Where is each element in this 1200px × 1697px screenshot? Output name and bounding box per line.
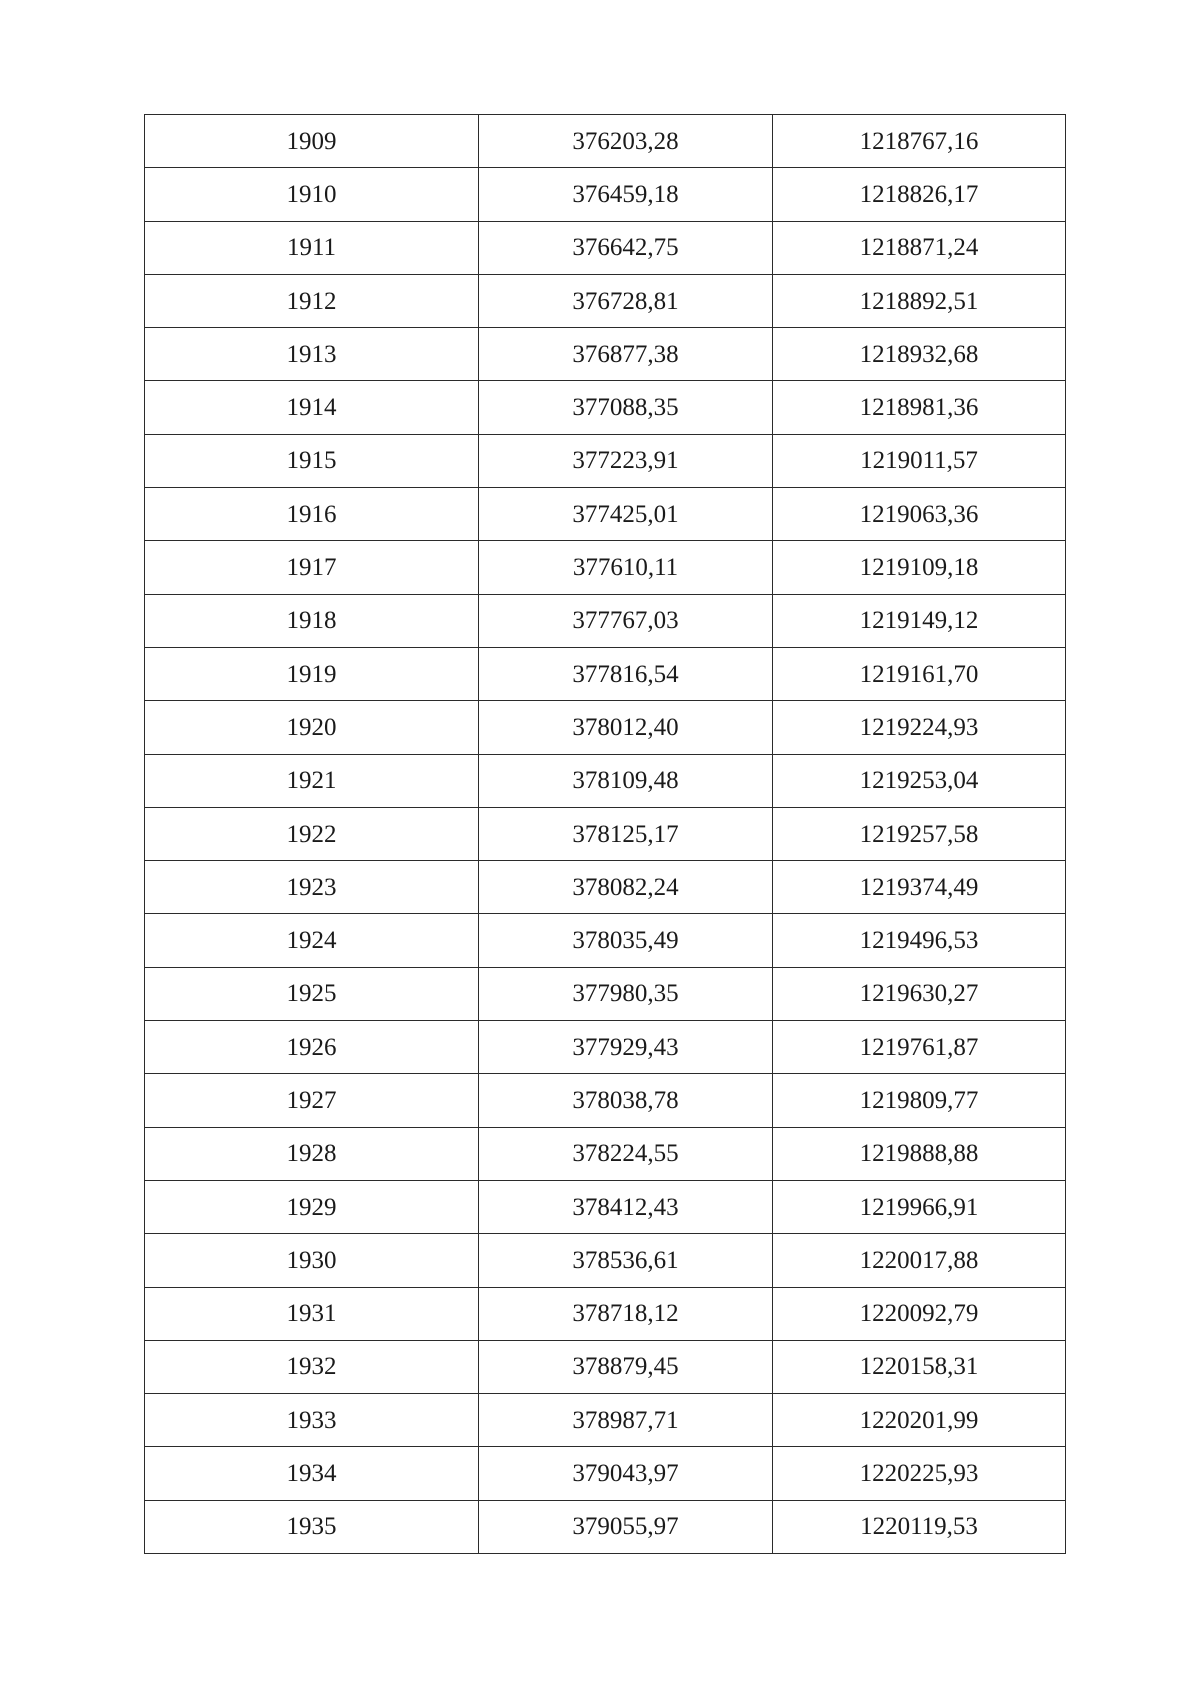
point-number-cell: 1933 [145, 1394, 479, 1447]
table-row [145, 434, 1066, 487]
x-coordinate-cell: 379055,97 [479, 1500, 773, 1553]
y-coordinate-cell: 1219496,53 [773, 914, 1066, 967]
coordinates-table-body [145, 115, 1066, 1554]
point-number-cell: 1924 [145, 914, 479, 967]
point-number-cell: 1916 [145, 488, 479, 541]
y-coordinate-cell: 1218826,17 [773, 168, 1066, 221]
point-number-cell: 1917 [145, 541, 479, 594]
table-row [145, 914, 1066, 967]
table-row [145, 1340, 1066, 1393]
y-coordinate-cell: 1219374,49 [773, 861, 1066, 914]
table-row [145, 221, 1066, 274]
table-row [145, 1500, 1066, 1553]
table-row [145, 1180, 1066, 1233]
point-number-cell: 1923 [145, 861, 479, 914]
point-number-cell: 1918 [145, 594, 479, 647]
table-row [145, 967, 1066, 1020]
y-coordinate-cell: 1220225,93 [773, 1447, 1066, 1500]
point-number-cell: 1932 [145, 1340, 479, 1393]
point-number-cell: 1931 [145, 1287, 479, 1340]
table-row [145, 1127, 1066, 1180]
table-row [145, 861, 1066, 914]
point-number-cell: 1914 [145, 381, 479, 434]
y-coordinate-cell: 1218892,51 [773, 274, 1066, 327]
y-coordinate-cell: 1220092,79 [773, 1287, 1066, 1340]
y-coordinate-cell: 1220119,53 [773, 1500, 1066, 1553]
x-coordinate-cell: 377980,35 [479, 967, 773, 1020]
table-row [145, 807, 1066, 860]
y-coordinate-cell: 1220017,88 [773, 1234, 1066, 1287]
table-row [145, 541, 1066, 594]
y-coordinate-cell: 1219109,18 [773, 541, 1066, 594]
point-number-cell: 1911 [145, 221, 479, 274]
y-coordinate-cell: 1218932,68 [773, 328, 1066, 381]
point-number-cell: 1910 [145, 168, 479, 221]
table-row [145, 1234, 1066, 1287]
x-coordinate-cell: 378035,49 [479, 914, 773, 967]
x-coordinate-cell: 378038,78 [479, 1074, 773, 1127]
point-number-cell: 1912 [145, 274, 479, 327]
x-coordinate-cell: 376203,28 [479, 115, 773, 168]
y-coordinate-cell: 1219257,58 [773, 807, 1066, 860]
y-coordinate-cell: 1220158,31 [773, 1340, 1066, 1393]
y-coordinate-cell: 1219011,57 [773, 434, 1066, 487]
x-coordinate-cell: 376728,81 [479, 274, 773, 327]
y-coordinate-cell: 1219063,36 [773, 488, 1066, 541]
x-coordinate-cell: 378224,55 [479, 1127, 773, 1180]
x-coordinate-cell: 376877,38 [479, 328, 773, 381]
table-row [145, 1021, 1066, 1074]
x-coordinate-cell: 376459,18 [479, 168, 773, 221]
table-row [145, 701, 1066, 754]
x-coordinate-cell: 378412,43 [479, 1180, 773, 1233]
x-coordinate-cell: 378082,24 [479, 861, 773, 914]
x-coordinate-cell: 377610,11 [479, 541, 773, 594]
x-coordinate-cell: 377767,03 [479, 594, 773, 647]
x-coordinate-cell: 378012,40 [479, 701, 773, 754]
point-number-cell: 1934 [145, 1447, 479, 1500]
point-number-cell: 1915 [145, 434, 479, 487]
x-coordinate-cell: 377223,91 [479, 434, 773, 487]
point-number-cell: 1929 [145, 1180, 479, 1233]
table-row [145, 1447, 1066, 1500]
point-number-cell: 1925 [145, 967, 479, 1020]
y-coordinate-cell: 1218981,36 [773, 381, 1066, 434]
y-coordinate-cell: 1219224,93 [773, 701, 1066, 754]
x-coordinate-cell: 378109,48 [479, 754, 773, 807]
y-coordinate-cell: 1219809,77 [773, 1074, 1066, 1127]
point-number-cell: 1927 [145, 1074, 479, 1127]
table-row [145, 594, 1066, 647]
table-row [145, 1394, 1066, 1447]
x-coordinate-cell: 378536,61 [479, 1234, 773, 1287]
x-coordinate-cell: 379043,97 [479, 1447, 773, 1500]
y-coordinate-cell: 1219966,91 [773, 1180, 1066, 1233]
point-number-cell: 1922 [145, 807, 479, 860]
coordinates-table [144, 114, 1066, 1554]
table-row [145, 1287, 1066, 1340]
table-row [145, 754, 1066, 807]
x-coordinate-cell: 377929,43 [479, 1021, 773, 1074]
table-row [145, 115, 1066, 168]
x-coordinate-cell: 377425,01 [479, 488, 773, 541]
table-row [145, 168, 1066, 221]
x-coordinate-cell: 378987,71 [479, 1394, 773, 1447]
x-coordinate-cell: 378879,45 [479, 1340, 773, 1393]
table-row [145, 381, 1066, 434]
point-number-cell: 1913 [145, 328, 479, 381]
point-number-cell: 1930 [145, 1234, 479, 1287]
y-coordinate-cell: 1220201,99 [773, 1394, 1066, 1447]
y-coordinate-cell: 1219761,87 [773, 1021, 1066, 1074]
x-coordinate-cell: 378125,17 [479, 807, 773, 860]
table-row [145, 328, 1066, 381]
table-row [145, 274, 1066, 327]
x-coordinate-cell: 377088,35 [479, 381, 773, 434]
x-coordinate-cell: 377816,54 [479, 647, 773, 700]
y-coordinate-cell: 1219149,12 [773, 594, 1066, 647]
point-number-cell: 1909 [145, 115, 479, 168]
point-number-cell: 1921 [145, 754, 479, 807]
table-row [145, 488, 1066, 541]
point-number-cell: 1928 [145, 1127, 479, 1180]
table-row [145, 647, 1066, 700]
point-number-cell: 1920 [145, 701, 479, 754]
y-coordinate-cell: 1219630,27 [773, 967, 1066, 1020]
x-coordinate-cell: 378718,12 [479, 1287, 773, 1340]
point-number-cell: 1919 [145, 647, 479, 700]
y-coordinate-cell: 1219888,88 [773, 1127, 1066, 1180]
table-row [145, 1074, 1066, 1127]
point-number-cell: 1935 [145, 1500, 479, 1553]
y-coordinate-cell: 1218871,24 [773, 221, 1066, 274]
y-coordinate-cell: 1219161,70 [773, 647, 1066, 700]
x-coordinate-cell: 376642,75 [479, 221, 773, 274]
y-coordinate-cell: 1218767,16 [773, 115, 1066, 168]
y-coordinate-cell: 1219253,04 [773, 754, 1066, 807]
point-number-cell: 1926 [145, 1021, 479, 1074]
